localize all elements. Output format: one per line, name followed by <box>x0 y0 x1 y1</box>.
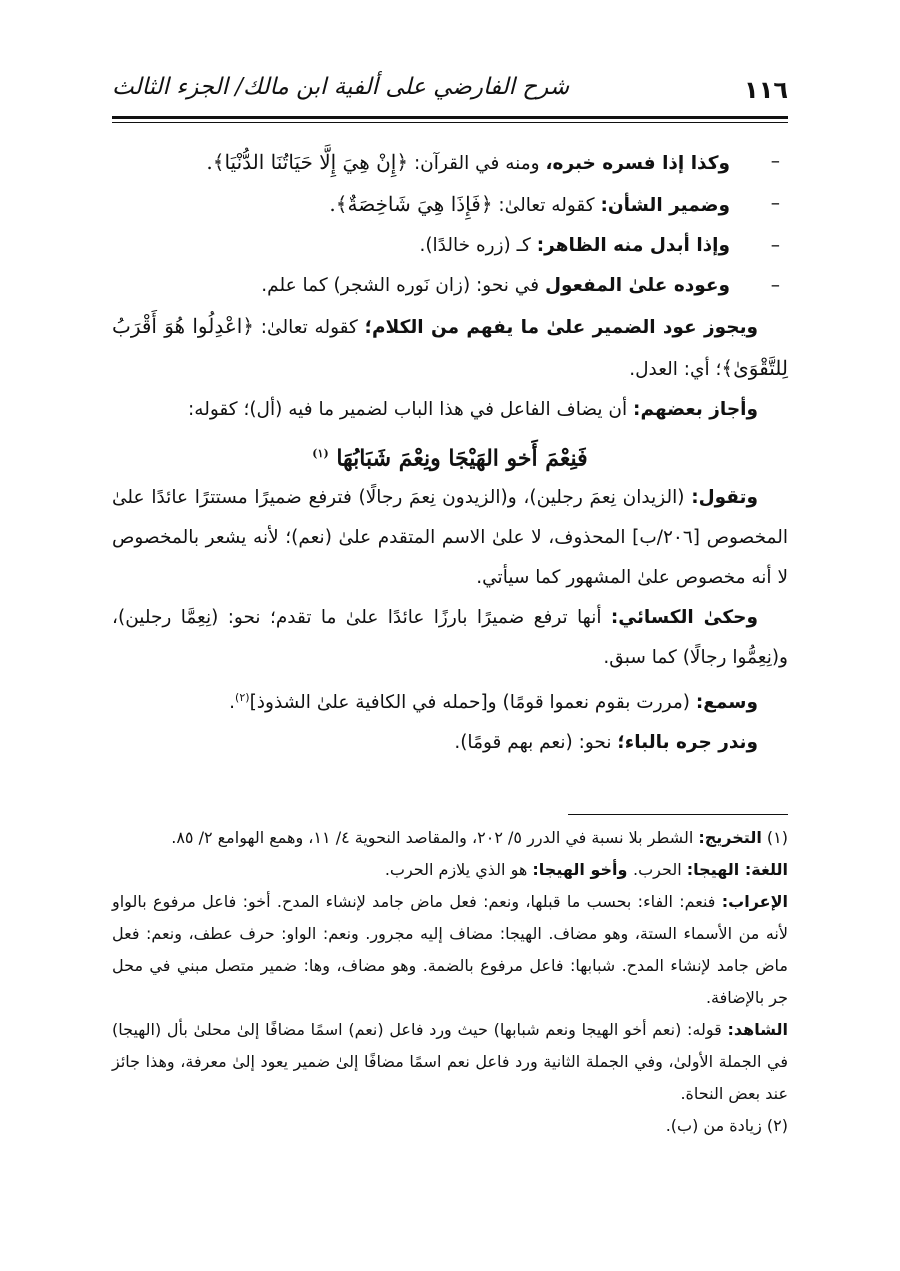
shahid-text: قوله: (نعم أخو الهيجا ونعم شبابها) حيث ورد فاعل (نعم) اسمًا مضافًا إلىٰ محلىٰ بأل (الهيجا) في الجملة الأولىٰ، وفي الجملة الثانية ورد فاعل نعم اسمًا مضافًا إلىٰ ضمير يعود إلىٰ معرفة، وهذا جائز عند بعض النحاة. <box>112 1020 788 1103</box>
footnote-shahid <box>112 1014 788 1110</box>
paragraph-6-heading: وندر جره بالباء؛ <box>617 732 758 754</box>
footnote-lugha <box>112 854 788 886</box>
item-3-heading: وإذا أبدل منه الظاهر: <box>536 235 730 256</box>
lugha-label: اللغة: <box>744 860 788 879</box>
footnote-ref-1: (١) <box>312 447 329 460</box>
dash-item-2 <box>112 184 788 226</box>
dash-marker: – <box>770 275 780 296</box>
irab-text: فنعم: الفاء: بحسب ما قبلها، ونعم: فعل ماض جامد لإنشاء المدح. أخو: فاعل مرفوع بالواو لأنه من الأسماء الستة، وهو مضاف. الهيجا: مضاف إليه مجرور. ونعم: الواو: حرف عطف، ونعم: فعل ماض جامد لإنشاء المدح. شبابها: فاعل مرفوع بالضمة. وهو مضاف، وها: ضمير متصل مبني في محل جر بالإضافة. <box>112 892 788 1007</box>
paragraph-1-tail: ؛ أي: العدل. <box>629 359 722 380</box>
paragraph-1-heading: ويجوز عود الضمير علىٰ ما يفهم من الكلام؛ <box>364 317 759 338</box>
dash-marker: – <box>770 193 780 214</box>
item-2-quran: ﴿فَإِذَا هِيَ شَاخِصَةٌ﴾. <box>329 192 493 216</box>
page-header <box>112 70 788 114</box>
item-1-quran: ﴿إِنْ هِيَ إِلَّا حَيَاتُنَا الدُّنْيَا﴾. <box>206 150 409 174</box>
dash-marker: – <box>770 235 780 256</box>
dash-item-3 <box>112 226 788 266</box>
footnote-separator <box>568 814 788 815</box>
paragraph-4-heading: وحكىٰ الكسائي: <box>610 607 758 629</box>
item-1-heading: وكذا إذا فسره خبره، <box>545 153 730 174</box>
paragraph-2 <box>112 390 788 430</box>
footnote-1-number: (١) <box>766 828 788 847</box>
paragraph-5-text: (مررت بقوم نعموا قومًا) و[حمله في الكافية علىٰ الشذوذ] <box>249 692 696 714</box>
paragraph-1-text: كقوله تعالىٰ: <box>254 317 365 338</box>
header-rule-thick <box>112 116 788 119</box>
item-1-text: ومنه في القرآن: <box>408 153 546 174</box>
dash-marker: – <box>770 151 780 172</box>
paragraph-5 <box>112 678 788 723</box>
paragraph-5-heading: وسمع: <box>695 692 758 714</box>
poetry-verse <box>112 434 788 478</box>
verse-text: فَنِعْمَ أَخو الهَيْجَا ونِعْمَ شَبَابُهَا <box>336 445 588 472</box>
footnotes <box>112 822 788 1142</box>
page-number: ١١٦ <box>744 76 788 104</box>
shahid-label: الشاهد: <box>727 1020 788 1039</box>
lugha-def-2: هو الذي يلازم الحرب. <box>384 860 533 879</box>
paragraph-6 <box>112 723 788 763</box>
footnote-ref-2: (٢) <box>235 691 250 705</box>
paragraph-3 <box>112 478 788 598</box>
lugha-def-1: الحرب. <box>633 860 687 879</box>
header-rule-thin <box>112 122 788 123</box>
item-4-text: في نحو: (زان نَوره الشجر) كما علم. <box>261 275 545 296</box>
dash-item-1 <box>112 142 788 184</box>
lugha-term-1: الهيجا: <box>686 860 745 879</box>
footnote-2 <box>112 1110 788 1142</box>
item-2-text: كقوله تعالىٰ: <box>492 195 601 216</box>
paragraph-4-text: أنها ترفع ضميرًا بارزًا عائدًا علىٰ ما تقدم؛ نحو: (نِعِمَّا رجلين)، و(نِعِمُّوا رجالًا) كما سبق. <box>112 607 788 669</box>
footnote-2-number: (٢) <box>766 1116 788 1135</box>
paragraph-1 <box>112 306 788 390</box>
main-text <box>112 142 788 763</box>
footnote-1-text: الشطر بلا نسبة في الدرر ٥/ ٢٠٢، والمقاصد النحوية ٤/ ١١، وهمع الهوامع ٢/ ٨٥. <box>171 828 699 847</box>
dash-item-4 <box>112 266 788 306</box>
footnote-1-label: التخريج: <box>698 828 762 847</box>
item-2-heading: وضمير الشأن: <box>600 195 730 216</box>
item-4-heading: وعوده علىٰ المفعول <box>544 275 730 296</box>
irab-label: الإعراب: <box>721 892 788 911</box>
paragraph-4 <box>112 598 788 678</box>
paragraph-1-quran: ﴿اعْدِلُوا هُوَ أَقْرَبُ لِلتَّقْوَىٰ﴾ <box>112 314 788 380</box>
footnote-2-text: زيادة من (ب). <box>665 1116 767 1135</box>
footnote-irab <box>112 886 788 1014</box>
paragraph-5-tail: . <box>229 692 236 714</box>
running-title: شرح الفارضي على ألفية ابن مالك/ الجزء الثالث <box>112 74 570 100</box>
footnote-1 <box>112 822 788 854</box>
paragraph-3-text: (الزيدان نِعمَ رجلين)، و(الزيدون نِعمَ رجالًا) فترفع ضميرًا مستترًا عائدًا علىٰ المخصوص [٢٠٦/ب] المحذوف، لا علىٰ الاسم المتقدم علىٰ (نعم)؛ لأنه يشعر بالمخصوص لا أنه مخصوص علىٰ المشهور كما سيأتي. <box>112 487 788 589</box>
paragraph-2-text: أن يضاف الفاعل في هذا الباب لضمير ما فيه (أل)؛ كقوله: <box>188 399 634 420</box>
paragraph-3-heading: وتقول: <box>691 487 758 509</box>
paragraph-6-text: نحو: (نعم بهم قومًا). <box>454 732 618 754</box>
lugha-term-2: وأخو الهيجا: <box>532 860 634 879</box>
paragraph-2-heading: وأجاز بعضهم: <box>633 399 758 420</box>
item-3-text: كـ (زره خالدًا). <box>419 235 537 256</box>
